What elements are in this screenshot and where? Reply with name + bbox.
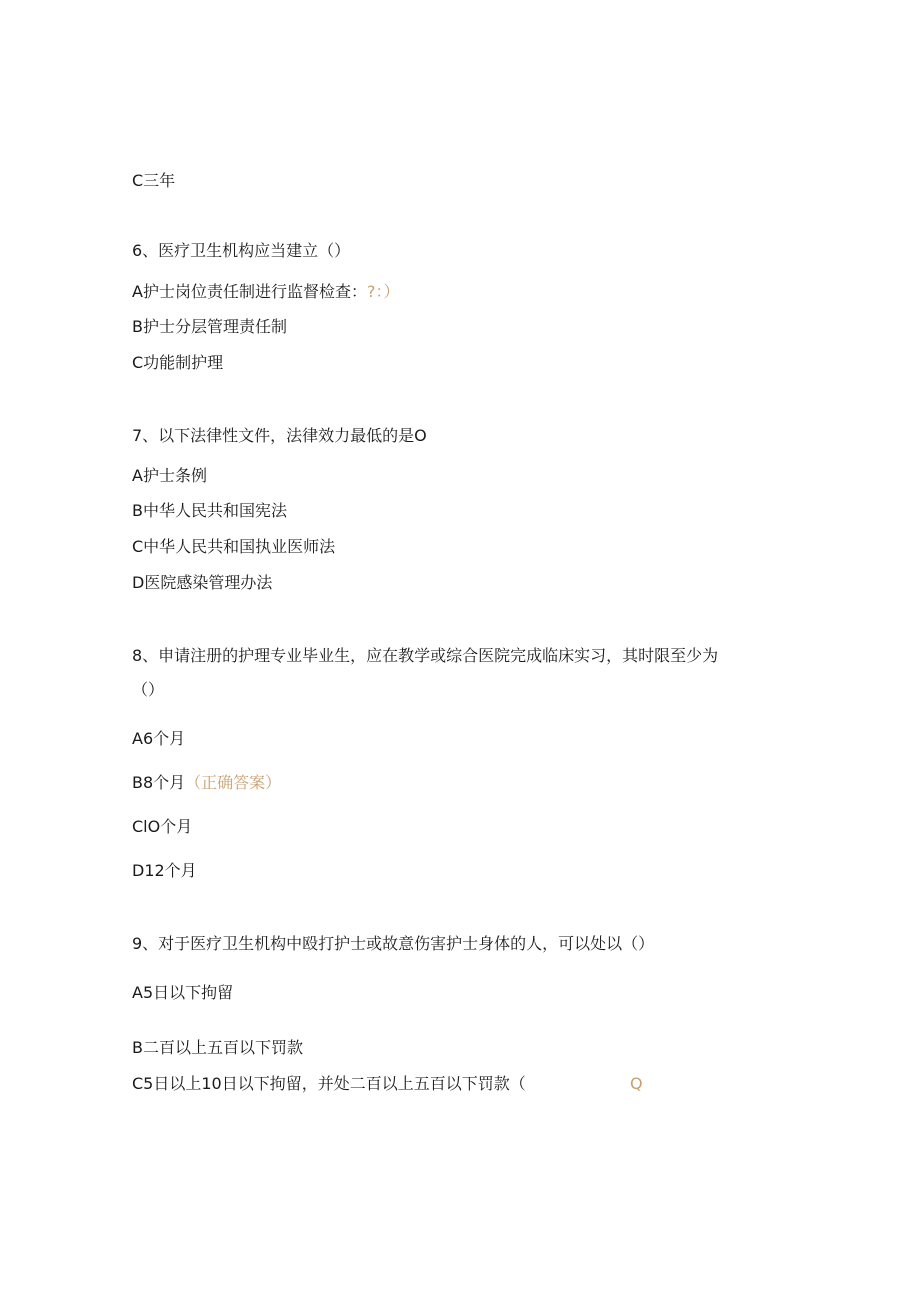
q8-option-c: ClO个月 — [132, 817, 193, 836]
q9-option-c-note: Q — [630, 1074, 643, 1093]
q6-option-b: B护士分层管理责任制 — [132, 317, 287, 336]
q7-option-d: D医院感染管理办法 — [132, 573, 273, 592]
q9-option-b: B二百以上五百以下罚款 — [132, 1038, 303, 1057]
q7-option-c: C中华人民共和国执业医师法 — [132, 537, 336, 556]
q9-option-a: A5日以下拘留 — [132, 983, 234, 1002]
q9-stem: 9、对于医疗卫生机构中殴打护士或故意伤害护士身体的人，可以处以（） — [132, 934, 655, 953]
q8-correct-answer-note: （正确答案） — [185, 773, 282, 792]
q8-option-b — [132, 773, 281, 793]
q7-option-b: B中华人民共和国宪法 — [132, 501, 287, 520]
q8-stem-continued: （） — [132, 680, 165, 699]
q5-option-c: C三年 — [132, 171, 176, 190]
q8-option-b-text: B8个月 — [132, 773, 186, 792]
q8-option-a: A6个月 — [132, 729, 186, 748]
q8-option-d: D12个月 — [132, 861, 197, 880]
q6-stem: 6、医疗卫生机构应当建立（） — [132, 241, 351, 260]
q9-option-c: C5日以上10日以下拘留，并处二百以上五百以下罚款（ — [132, 1074, 526, 1093]
q7-option-a: A护士条例 — [132, 466, 207, 485]
q6-option-a — [132, 282, 399, 302]
q6-option-a-note: ?：） — [366, 282, 400, 301]
q8-stem: 8、申请注册的护理专业毕业生，应在教学或综合医院完成临床实习，其时限至少为 — [132, 646, 719, 665]
q7-stem: 7、以下法律性文件，法律效力最低的是O — [132, 426, 427, 445]
q6-option-a-text: A护士岗位责任制进行监督检查： — [132, 282, 367, 301]
q6-option-c: C功能制护理 — [132, 353, 224, 372]
